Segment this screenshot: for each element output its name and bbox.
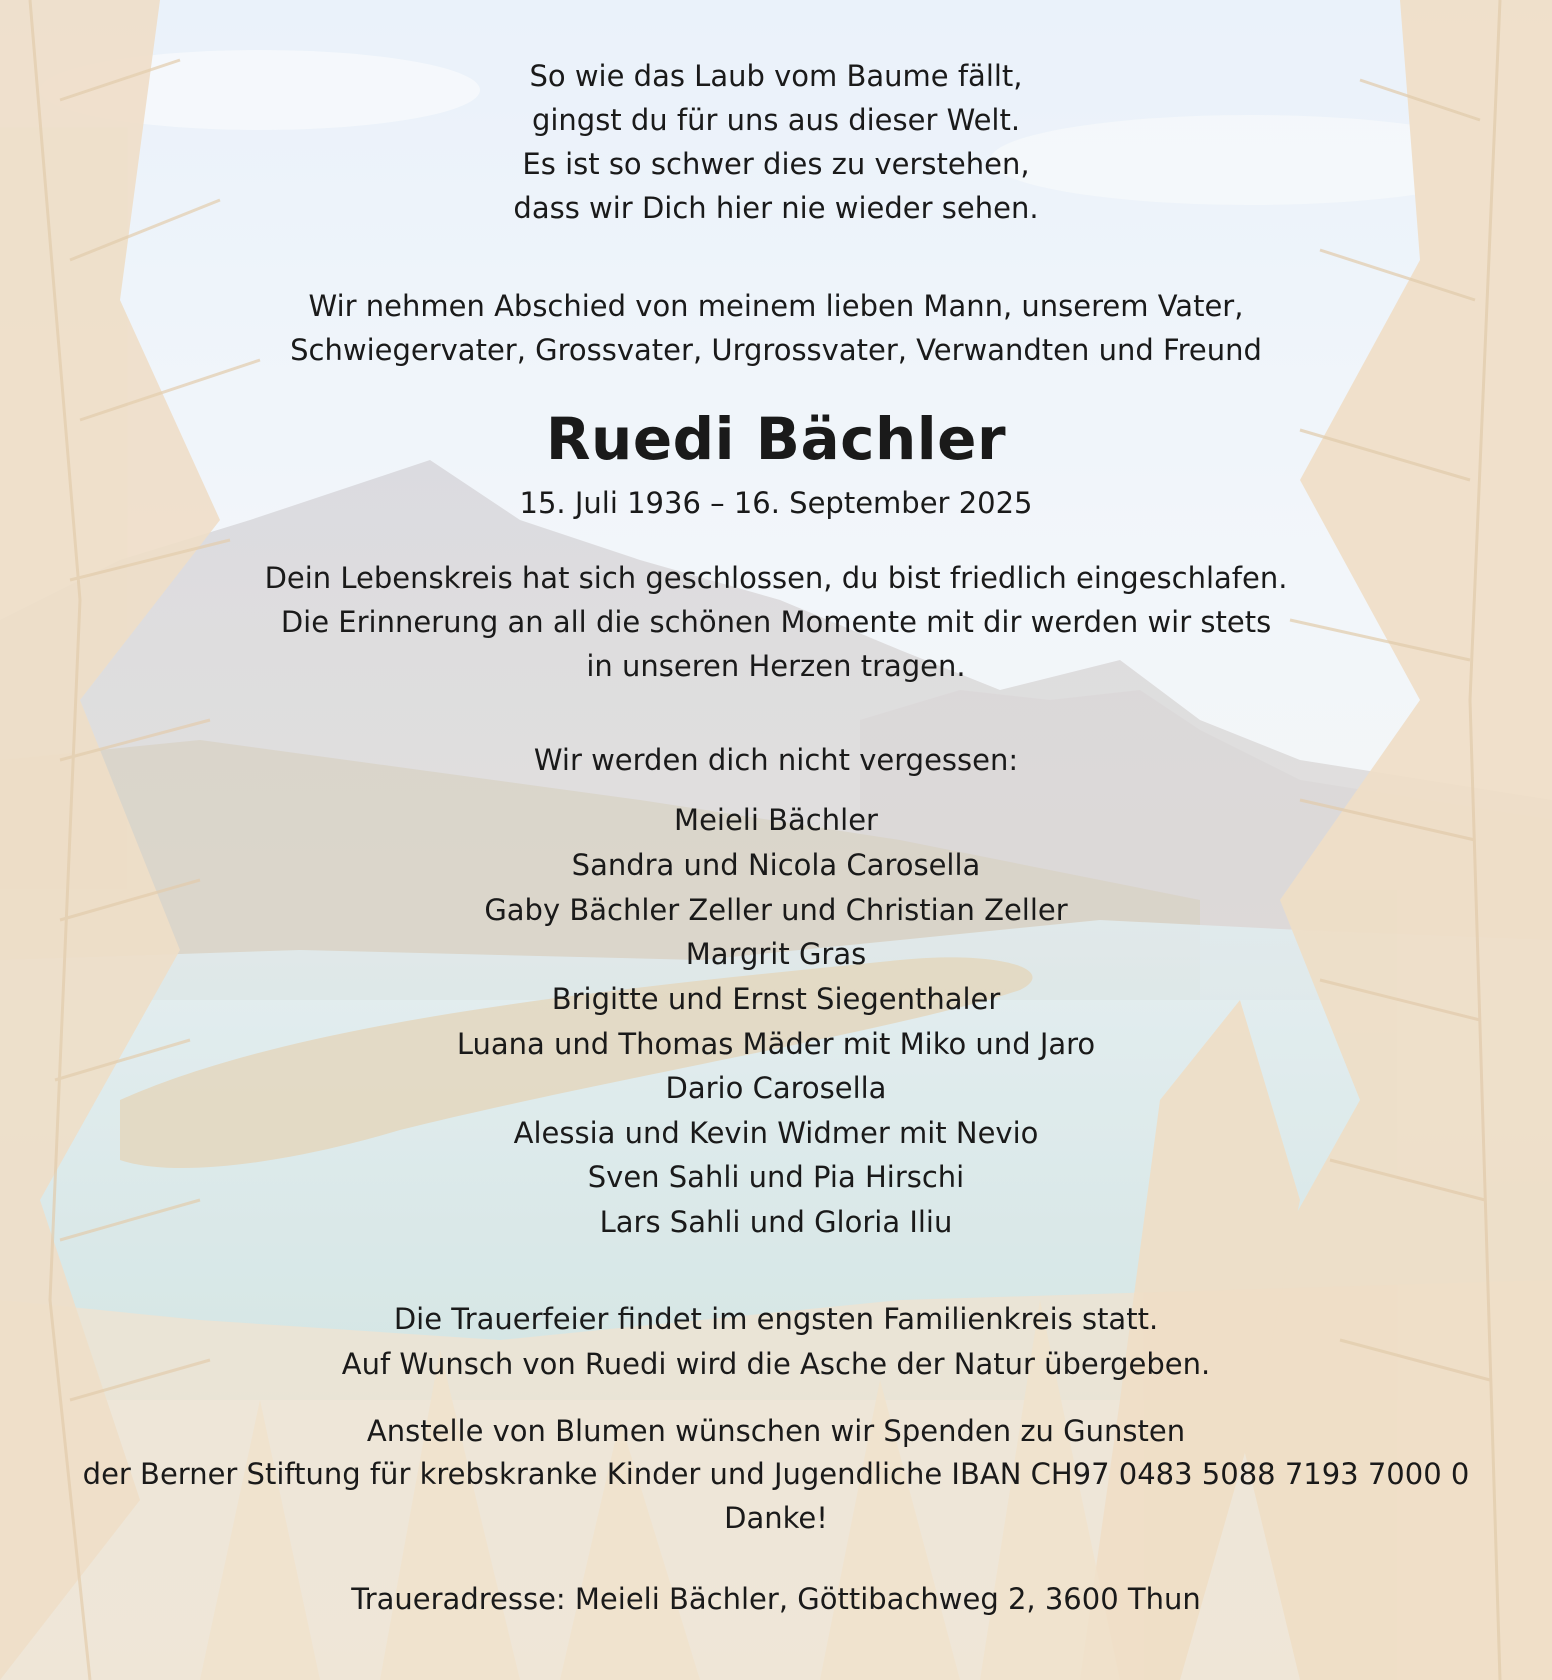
mourner: Alessia und Kevin Widmer mit Nevio: [513, 1116, 1039, 1150]
poem-line: Es ist so schwer dies zu verstehen,: [522, 147, 1030, 181]
poem-line: dass wir Dich hier nie wieder sehen.: [513, 191, 1039, 225]
donation-line: Anstelle von Blumen wünschen wir Spenden zu Gunsten: [366, 1414, 1186, 1448]
donation-iban: der Berner Stiftung für krebskranke Kinder und Jugendliche IBAN CH97 0483 5088 7193 7000 0: [82, 1457, 1470, 1491]
tribute-line: Dein Lebenskreis hat sich geschlossen, du bist friedlich eingeschlafen.: [264, 561, 1288, 595]
mourner: Brigitte und Ernst Siegenthaler: [551, 982, 1001, 1016]
mourner: Sven Sahli und Pia Hirschi: [587, 1160, 965, 1194]
mourners-intro: Wir werden dich nicht vergessen:: [533, 743, 1019, 777]
mourner: Margrit Gras: [685, 937, 867, 971]
life-dates: 15. Juli 1936 – 16. September 2025: [519, 486, 1033, 520]
mourner: Lars Sahli und Gloria Iliu: [599, 1205, 953, 1239]
mourner: Dario Carosella: [665, 1071, 887, 1105]
deceased-name: Ruedi Bächler: [545, 405, 1007, 473]
mourner: Luana und Thomas Mäder mit Miko und Jaro: [456, 1027, 1096, 1061]
mourner: Meieli Bächler: [674, 803, 878, 837]
farewell-line: Wir nehmen Abschied von meinem lieben Mann, unserem Vater,: [308, 289, 1244, 323]
mourning-address: Traueradresse: Meieli Bächler, Göttibachweg 2, 3600 Thun: [351, 1582, 1201, 1616]
tribute-line: Die Erinnerung an all die schönen Momente mit dir werden wir stets: [280, 605, 1272, 639]
poem-line: So wie das Laub vom Baume fällt,: [529, 59, 1023, 93]
mourner: Gaby Bächler Zeller und Christian Zeller: [484, 893, 1068, 927]
donation-thanks: Danke!: [724, 1501, 828, 1535]
ceremony-line: Die Trauerfeier findet im engsten Familienkreis statt.: [393, 1302, 1159, 1336]
tribute-line: in unseren Herzen tragen.: [586, 649, 966, 683]
farewell-line: Schwiegervater, Grossvater, Urgrossvater, Verwandten und Freund: [290, 333, 1262, 367]
ceremony-line: Auf Wunsch von Ruedi wird die Asche der Natur übergeben.: [341, 1347, 1211, 1381]
mourner: Sandra und Nicola Carosella: [571, 848, 981, 882]
poem-line: gingst du für uns aus dieser Welt.: [531, 103, 1021, 137]
